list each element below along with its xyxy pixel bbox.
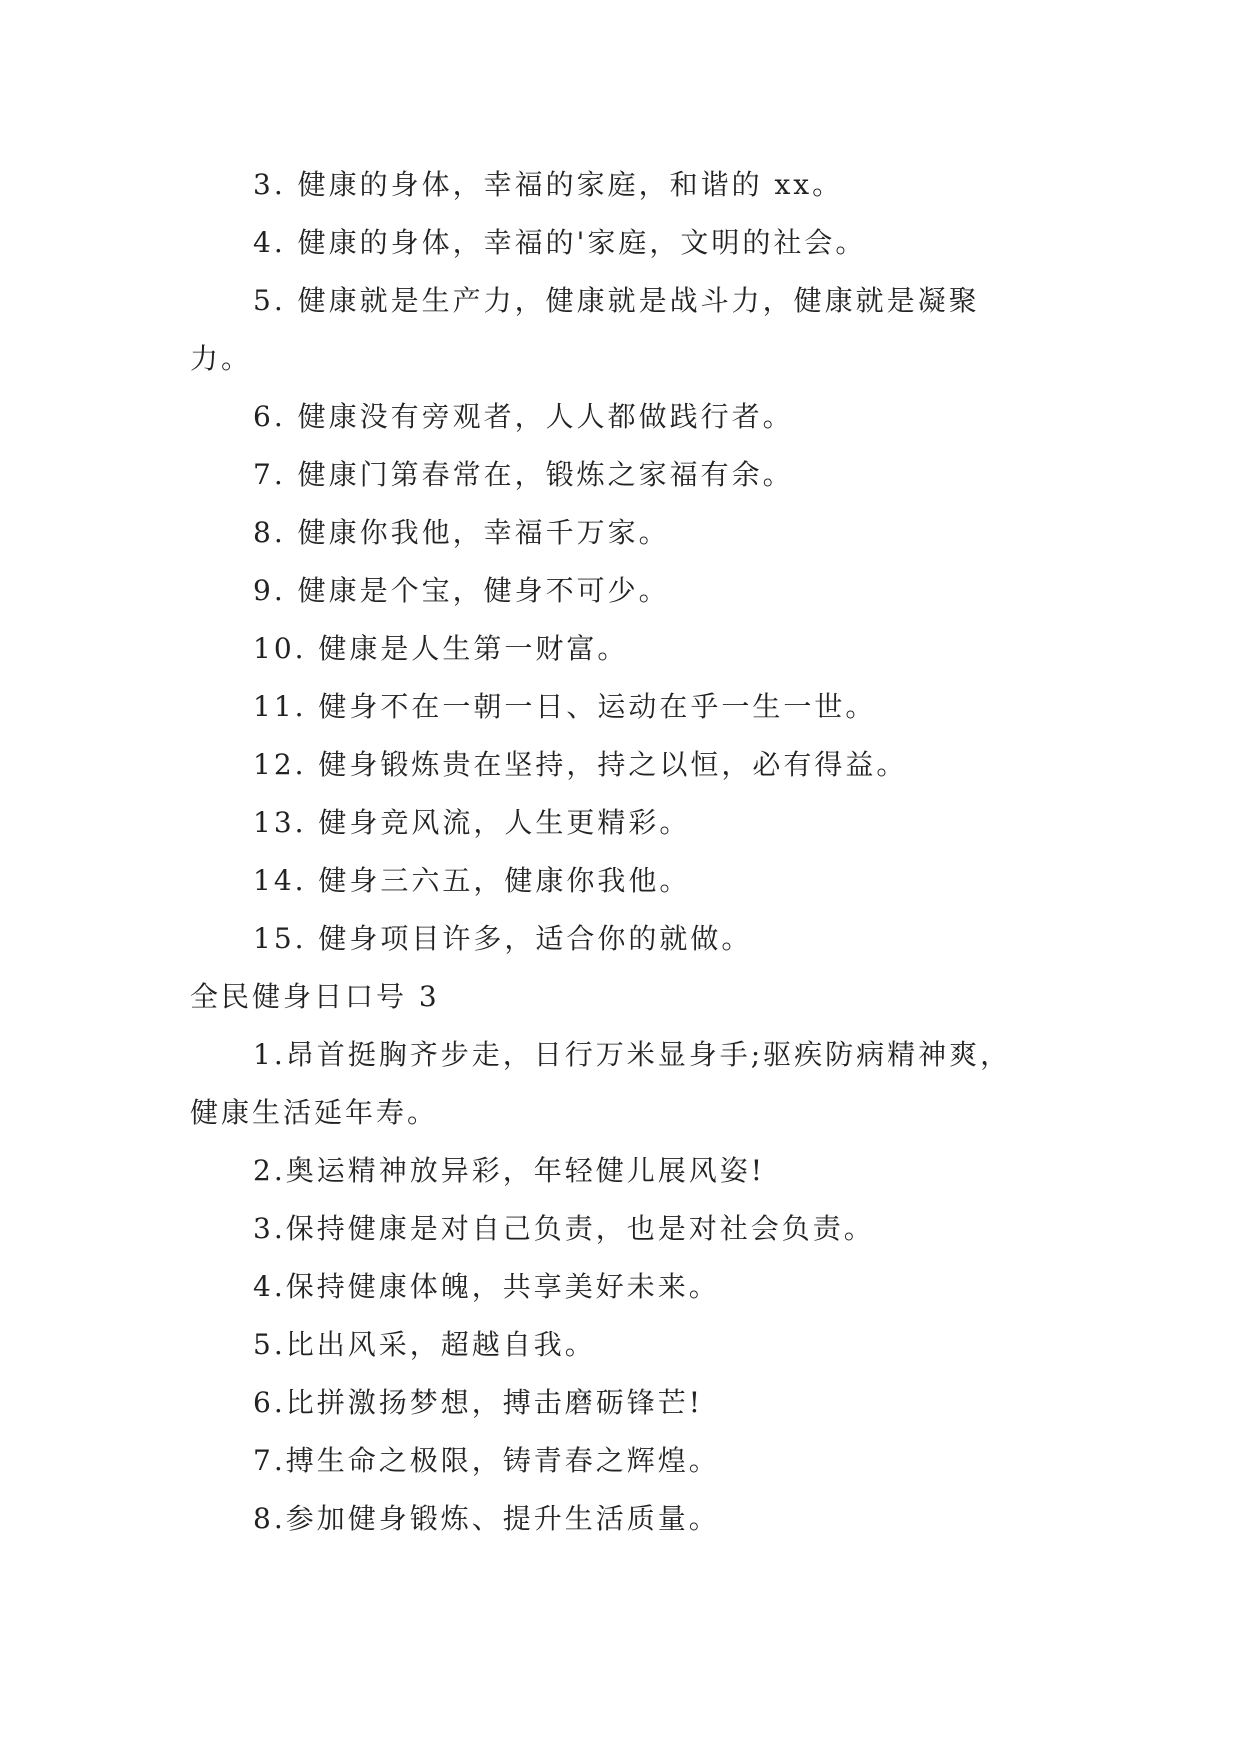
slogan-item: 15. 健身项目许多，适合你的就做。	[253, 922, 753, 955]
slogan-item: 2.奥运精神放异彩，年轻健儿展风姿!	[253, 1154, 765, 1187]
slogan-item: 6. 健康没有旁观者，人人都做践行者。	[253, 400, 794, 433]
slogan-item: 14. 健身三六五，健康你我他。	[253, 864, 691, 897]
slogan-item: 3.保持健康是对自己负责，也是对社会负责。	[253, 1212, 875, 1245]
slogan-item-continuation: 健康生活延年寿。	[190, 1096, 439, 1129]
slogan-item: 3. 健康的身体，幸福的家庭，和谐的 xx。	[253, 168, 844, 201]
slogan-item-continuation: 力。	[190, 342, 253, 375]
slogan-item: 5. 健康就是生产力，健康就是战斗力，健康就是凝聚	[253, 284, 980, 317]
slogan-item: 4. 健康的身体，幸福的'家庭，文明的社会。	[253, 226, 867, 259]
slogan-item: 10. 健康是人生第一财富。	[253, 632, 629, 665]
slogan-item: 6.比拼激扬梦想，搏击磨砺锋芒!	[253, 1386, 703, 1419]
slogan-item: 13. 健身竞风流，人生更精彩。	[253, 806, 691, 839]
slogan-item: 11. 健身不在一朝一日、运动在乎一生一世。	[253, 690, 877, 723]
slogan-item: 12. 健身锻炼贵在坚持，持之以恒，必有得益。	[253, 748, 908, 781]
slogan-item: 4.保持健康体魄，共享美好未来。	[253, 1270, 720, 1303]
slogan-item: 8. 健康你我他，幸福千万家。	[253, 516, 670, 549]
slogan-item: 7.搏生命之极限，铸青春之辉煌。	[253, 1444, 720, 1477]
slogan-item: 8.参加健身锻炼、提升生活质量。	[253, 1502, 720, 1535]
section-heading: 全民健身日口号 3	[190, 980, 440, 1013]
slogan-item: 7. 健康门第春常在，锻炼之家福有余。	[253, 458, 794, 491]
slogan-item: 1.昂首挺胸齐步走，日行万米显身手;驱疾防病精神爽，	[253, 1038, 1012, 1071]
slogan-item: 9. 健康是个宝，健身不可少。	[253, 574, 670, 607]
slogan-item: 5.比出风采，超越自我。	[253, 1328, 596, 1361]
